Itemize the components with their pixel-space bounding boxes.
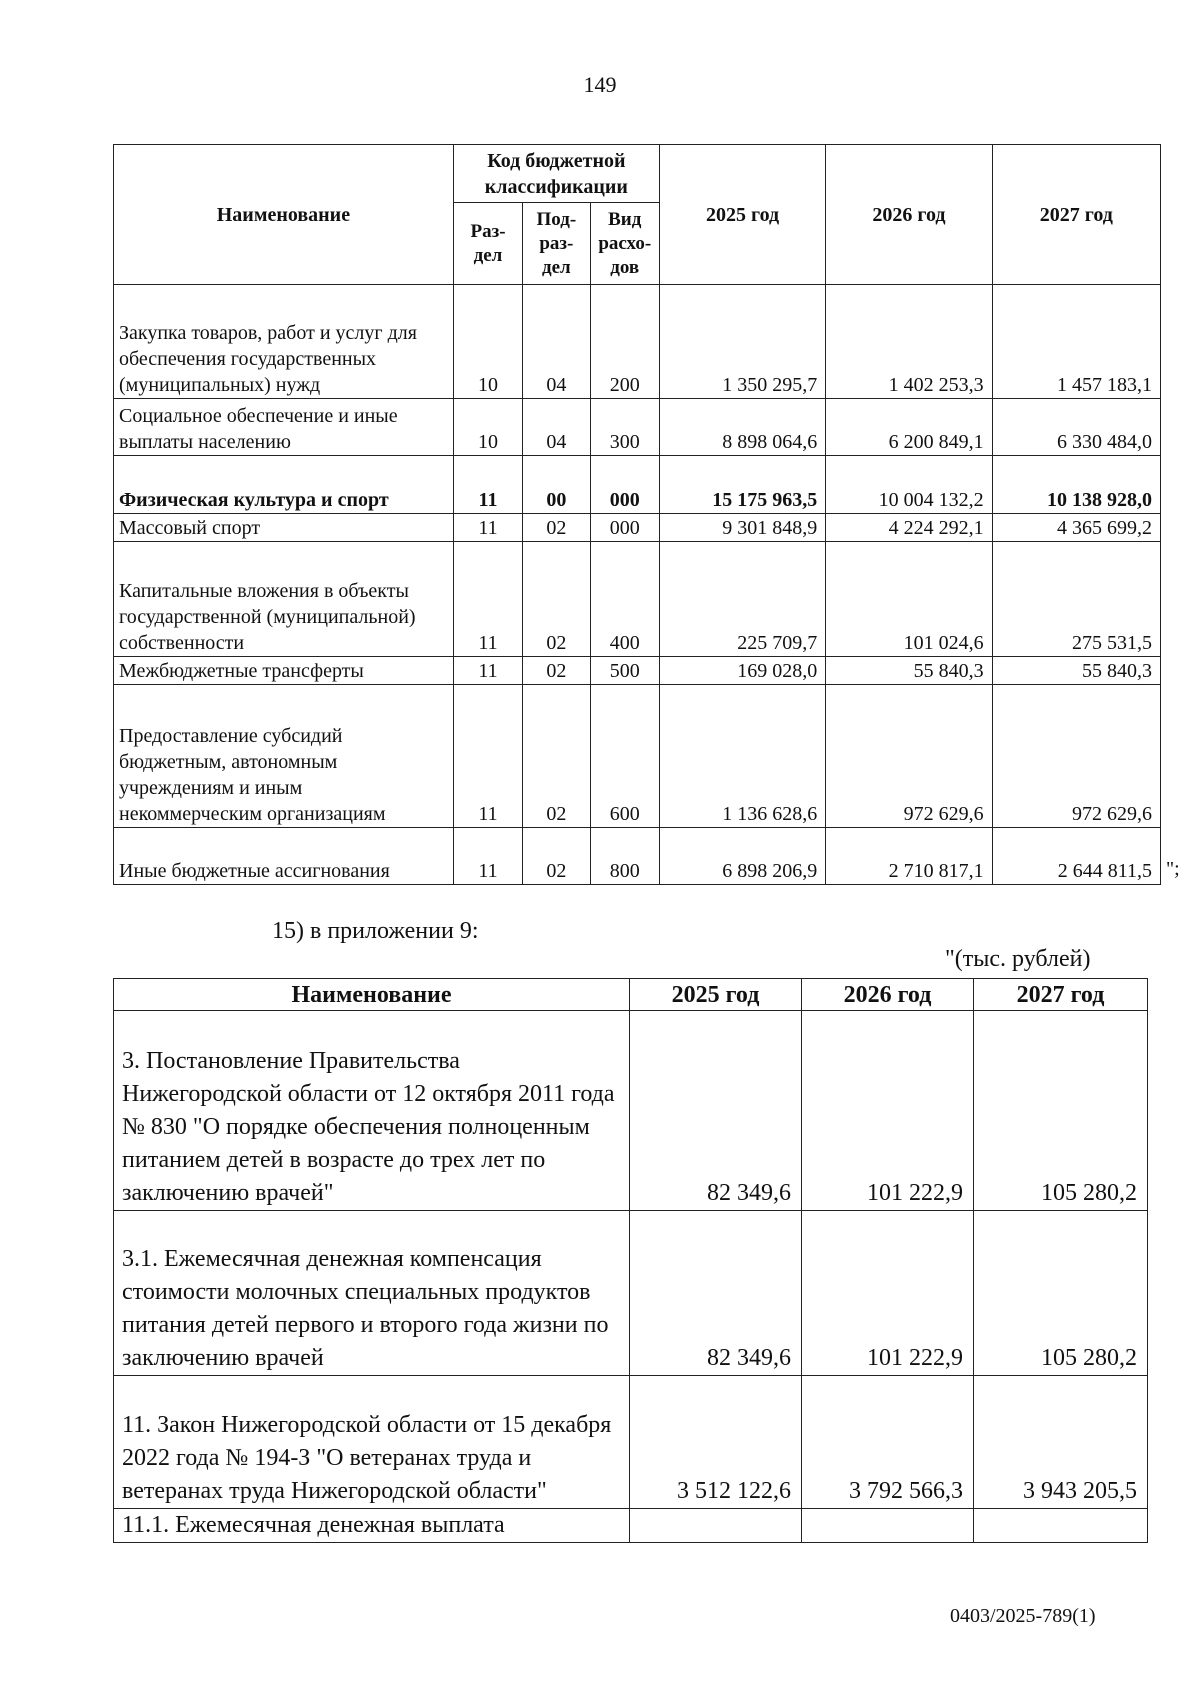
row-2027: 105 280,2 [974,1211,1148,1376]
row-name: Иные бюджетные ассигнования [114,828,454,885]
row-2027: 275 531,5 [992,542,1160,657]
table-row [114,456,1161,514]
row-2027 [974,1509,1148,1543]
row-name: Массовый спорт [114,514,454,542]
row-name: 3.1. Ежемесячная денежная компенсация стоимости молочных специальных продуктов питания детей первого и второго года жизни по заключению врачей [114,1211,630,1376]
section-intro: 15) в приложении 9: [272,918,479,944]
row-podrazdel: 00 [523,456,590,514]
row-razdel: 10 [453,399,522,456]
header-2026: 2026 год [826,145,992,285]
row-2027: 1 457 183,1 [992,285,1160,399]
row-2026: 3 792 566,3 [802,1376,974,1509]
table-row [114,514,1161,542]
row-podrazdel: 02 [523,828,590,885]
row-2026: 4 224 292,1 [826,514,992,542]
row-2025: 6 898 206,9 [659,828,825,885]
row-2026: 2 710 817,1 [826,828,992,885]
row-2027: 3 943 205,5 [974,1376,1148,1509]
table-row [114,542,1161,657]
row-vid: 800 [590,828,659,885]
row-2026: 6 200 849,1 [826,399,992,456]
table-row [114,1376,1148,1509]
row-vid: 300 [590,399,659,456]
document-code: 0403/2025-789(1) [950,1605,1096,1627]
row-razdel: 10 [453,285,522,399]
row-vid: 400 [590,542,659,657]
appendix-table [113,978,1148,1543]
header-2027: 2027 год [992,145,1160,285]
row-razdel: 11 [453,685,522,828]
row-name: Капитальные вложения в объекты государственной (муниципальной) собственности [114,542,454,657]
table-row [114,828,1161,885]
row-2027: 6 330 484,0 [992,399,1160,456]
page-number: 149 [583,72,617,97]
units-label: "(тыс. рублей) [945,946,1091,972]
row-name: Предоставление субсидий бюджетным, автономным учреждениям и иным некоммерческим организациям [114,685,454,828]
row-2027: 972 629,6 [992,685,1160,828]
row-podrazdel: 04 [523,285,590,399]
row-vid: 200 [590,285,659,399]
row-2026: 101 222,9 [802,1011,974,1211]
row-2025: 3 512 122,6 [630,1376,802,1509]
row-vid: 000 [590,456,659,514]
table-row [114,1211,1148,1376]
header-name: Наименование [114,979,630,1011]
header-2025: 2025 год [630,979,802,1011]
row-vid: 500 [590,657,659,685]
row-2025: 169 028,0 [659,657,825,685]
table-row [114,1011,1148,1211]
row-2027: 2 644 811,5 [992,828,1160,885]
row-2026: 101 024,6 [826,542,992,657]
header-2026: 2026 год [802,979,974,1011]
row-razdel: 11 [453,828,522,885]
row-2026: 55 840,3 [826,657,992,685]
row-2027: 55 840,3 [992,657,1160,685]
row-podrazdel: 02 [523,542,590,657]
row-razdel: 11 [453,514,522,542]
row-name: 11.1. Ежемесячная денежная выплата [114,1509,630,1543]
row-vid: 600 [590,685,659,828]
header-razdel: Раз-дел [453,203,522,285]
header-code-group: Код бюджетной классификации [453,145,659,203]
row-2025: 15 175 963,5 [659,456,825,514]
row-name: 3. Постановление Правительства Нижегородской области от 12 октября 2011 года № 830 "О порядке обеспечения полноценным питанием детей в возрасте до трех лет по заключению врачей" [114,1011,630,1211]
header-name: Наименование [114,145,454,285]
row-podrazdel: 02 [523,657,590,685]
row-podrazdel: 02 [523,514,590,542]
table-row [114,399,1161,456]
row-2025 [630,1509,802,1543]
closing-quote: "; [1166,858,1180,880]
row-2026: 972 629,6 [826,685,992,828]
table-row [114,1509,1148,1543]
header-2027: 2027 год [974,979,1148,1011]
row-2025: 8 898 064,6 [659,399,825,456]
row-name: 11. Закон Нижегородской области от 15 декабря 2022 года № 194-З "О ветеранах труда и ветеранах труда Нижегородской области" [114,1376,630,1509]
header-2025: 2025 год [659,145,825,285]
row-2026: 10 004 132,2 [826,456,992,514]
row-razdel: 11 [453,542,522,657]
row-2025: 225 709,7 [659,542,825,657]
row-2026 [802,1509,974,1543]
row-2025: 82 349,6 [630,1011,802,1211]
row-2025: 1 350 295,7 [659,285,825,399]
row-2027: 4 365 699,2 [992,514,1160,542]
row-razdel: 11 [453,657,522,685]
budget-table [113,144,1161,885]
header-podrazdel: Под-раз-дел [523,203,590,285]
row-2026: 101 222,9 [802,1211,974,1376]
table-row [114,657,1161,685]
row-podrazdel: 02 [523,685,590,828]
row-2025: 82 349,6 [630,1211,802,1376]
row-2025: 1 136 628,6 [659,685,825,828]
row-2026: 1 402 253,3 [826,285,992,399]
row-name: Физическая культура и спорт [114,456,454,514]
row-2025: 9 301 848,9 [659,514,825,542]
row-name: Социальное обеспечение и иные выплаты населению [114,399,454,456]
row-name: Межбюджетные трансферты [114,657,454,685]
row-podrazdel: 04 [523,399,590,456]
table-row [114,685,1161,828]
row-razdel: 11 [453,456,522,514]
row-name: Закупка товаров, работ и услуг для обеспечения государственных (муниципальных) нужд [114,285,454,399]
table-row [114,285,1161,399]
row-2027: 105 280,2 [974,1011,1148,1211]
row-2027: 10 138 928,0 [992,456,1160,514]
header-vid: Вид расхо-дов [590,203,659,285]
row-vid: 000 [590,514,659,542]
